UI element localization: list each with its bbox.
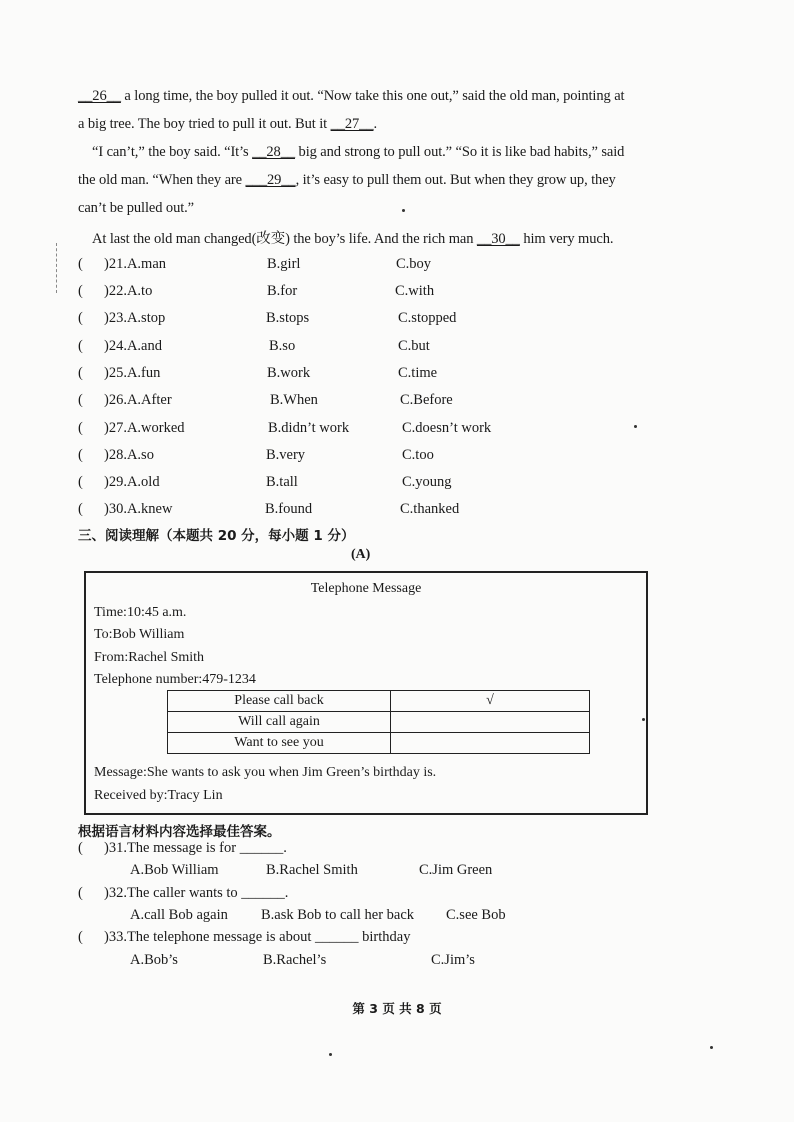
option-c: C.thanked (400, 501, 460, 517)
passage-line-2: a big tree. The boy tried to pull it out. But it __27__. (78, 116, 378, 132)
option-b: B.Rachel Smith (266, 862, 358, 878)
margin-dashed-line (56, 243, 57, 293)
message-title: Telephone Message (310, 581, 422, 596)
answer-paren[interactable]: ( (78, 885, 83, 901)
option-a: )29.A.old (104, 474, 160, 490)
passage-line-1: __26__ a long time, the boy pulled it out. “Now take this one out,” said the old man, pointing at (78, 88, 625, 104)
checkbox-table (167, 690, 590, 754)
answer-paren[interactable]: ( (78, 392, 83, 408)
instruction: 根据语言材料内容选择最佳答案。 (78, 824, 281, 840)
option-c: C.doesn’t work (402, 420, 492, 436)
answer-paren[interactable]: ( (78, 338, 83, 354)
option-b: B.for (267, 283, 298, 299)
scan-speck (329, 1053, 332, 1056)
answer-paren[interactable]: ( (78, 929, 83, 945)
option-a: )22.A.to (104, 283, 153, 299)
answer-paren[interactable]: ( (78, 310, 83, 326)
option-a: )25.A.fun (104, 365, 161, 381)
checkbox-label: Want to see you (168, 733, 391, 754)
option-b: B.stops (266, 310, 310, 326)
answer-paren[interactable]: ( (78, 365, 83, 381)
blank-27: __27__ (330, 116, 374, 132)
page-footer: 第 3 页 共 8 页 (352, 1001, 442, 1016)
section-title: 三、阅读理解（本题共 20 分，每小题 1 分） (78, 528, 355, 544)
checkbox-row (168, 712, 590, 733)
option-b: B.girl (267, 256, 301, 272)
passage-line-5: can’t be pulled out.” (78, 200, 195, 216)
scan-speck (710, 1046, 713, 1049)
scan-speck (402, 209, 405, 212)
message-to: To:Bob William (94, 627, 185, 642)
scan-speck (642, 718, 645, 721)
option-c: C.Before (400, 392, 453, 408)
option-b: B.work (267, 365, 311, 381)
option-c: C.time (398, 365, 438, 381)
option-c: C.stopped (398, 310, 457, 326)
option-b: B.Rachel’s (263, 952, 327, 968)
option-c: C.with (395, 283, 435, 299)
check-mark (391, 712, 590, 733)
answer-paren[interactable]: ( (78, 840, 83, 856)
message-time: Time:10:45 a.m. (94, 605, 187, 620)
answer-paren[interactable]: ( (78, 256, 83, 272)
answer-paren[interactable]: ( (78, 474, 83, 490)
check-mark (391, 733, 590, 754)
answer-paren[interactable]: ( (78, 447, 83, 463)
option-b: B.tall (266, 474, 298, 490)
message-received-by: Received by:Tracy Lin (94, 788, 223, 803)
answer-paren[interactable]: ( (78, 283, 83, 299)
message-from: From:Rachel Smith (94, 650, 205, 665)
option-b: B.so (269, 338, 296, 354)
option-b: B.When (270, 392, 318, 408)
option-b: B.ask Bob to call her back (261, 907, 415, 923)
checkbox-label: Please call back (168, 691, 391, 712)
blank-26: __26__ (78, 88, 121, 104)
option-a: )26.A.After (104, 392, 172, 408)
question-stem: )33.The telephone message is about ______ birthday (104, 929, 411, 945)
option-a: A.Bob’s (130, 952, 178, 968)
passage-line-3: “I can’t,” the boy said. “It’s __28__ big and strong to pull out.” “So it is like bad habits,” said (92, 144, 625, 160)
question-stem: )32.The caller wants to ______. (104, 885, 289, 901)
option-a: )27.A.worked (104, 420, 185, 436)
blank-29: ___29__ (245, 172, 296, 188)
option-a: )28.A.so (104, 447, 154, 463)
question-stem: )31.The message is for ______. (104, 840, 287, 856)
option-b: B.didn’t work (268, 420, 350, 436)
option-a: )30.A.knew (104, 501, 173, 517)
option-b: B.found (265, 501, 313, 517)
checkbox-row (168, 733, 590, 754)
part-label: (A) (351, 547, 371, 562)
passage-line-6: At last the old man changed(改变) the boy’s life. And the rich man __30__ him very much. (92, 231, 614, 247)
option-a: )21.A.man (104, 256, 167, 272)
check-mark: √ (391, 691, 590, 712)
option-a: )24.A.and (104, 338, 162, 354)
answer-paren[interactable]: ( (78, 420, 83, 436)
checkbox-label: Will call again (168, 712, 391, 733)
option-c: C.see Bob (446, 907, 506, 923)
telephone-message-box (84, 571, 648, 815)
option-c: C.too (402, 447, 434, 463)
option-a: A.call Bob again (130, 907, 228, 923)
option-c: C.boy (396, 256, 432, 272)
message-phone: Telephone number:479-1234 (94, 672, 256, 687)
message-body: Message:She wants to ask you when Jim Green’s birthday is. (94, 765, 437, 780)
option-c: C.young (402, 474, 452, 490)
option-b: B.very (266, 447, 306, 463)
option-c: C.Jim’s (431, 952, 475, 968)
blank-30: __30__ (476, 231, 520, 247)
passage-line-4: the old man. “When they are ___29__, it’s easy to pull them out. But when they grow up, they (78, 172, 616, 188)
option-c: C.Jim Green (419, 862, 493, 878)
answer-paren[interactable]: ( (78, 501, 83, 517)
scan-speck (634, 425, 637, 428)
blank-28: __28__ (252, 144, 296, 160)
option-a: A.Bob William (130, 862, 219, 878)
checkbox-row (168, 691, 590, 712)
option-a: )23.A.stop (104, 310, 166, 326)
option-c: C.but (398, 338, 430, 354)
